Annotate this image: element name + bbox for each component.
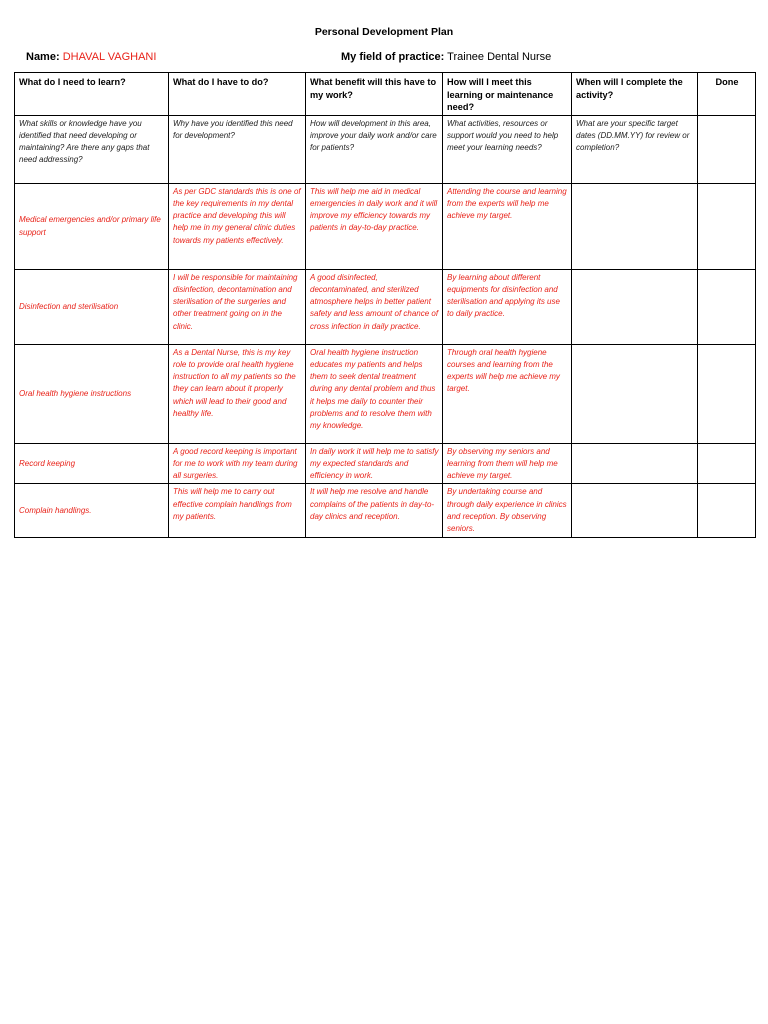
- table-row: [15, 269, 756, 344]
- cell-done[interactable]: [698, 183, 756, 269]
- cell-learn: Oral health hygiene instructions: [15, 344, 169, 443]
- cell-benefit: A good disinfected, decontaminated, and sterilized atmosphere helps in better patient safety and less amount of chance of cross infection in daily practice.: [306, 269, 443, 344]
- development-plan-table: [14, 72, 756, 538]
- cell-done[interactable]: [698, 269, 756, 344]
- table-row: [15, 484, 756, 538]
- guidance-learn: What skills or knowledge have you identified that need developing or maintaining? Are there any gaps that need addressing?: [15, 115, 169, 183]
- table-row: [15, 443, 756, 484]
- cell-learn: Complain handlings.: [15, 484, 169, 538]
- guidance-when: What are your specific target dates (DD.MM.YY) for review or completion?: [572, 115, 698, 183]
- header-how: How will I meet this learning or maintenance need?: [443, 73, 572, 116]
- cell-when[interactable]: [572, 269, 698, 344]
- cell-todo: As a Dental Nurse, this is my key role to provide oral health hygiene instruction to all my patients so the they can learn about it properly which will lead to their good and healthy life.: [169, 344, 306, 443]
- cell-how: By undertaking course and through daily experience in clinics and reception. By observing seniors.: [443, 484, 572, 538]
- name-value: DHAVAL VAGHANI: [62, 51, 157, 63]
- cell-benefit: It will help me resolve and handle complains of the patients in day-to-day clinics and reception.: [306, 484, 443, 538]
- guidance-how: What activities, resources or support would you need to help meet your learning needs?: [443, 115, 572, 183]
- name-field: [26, 51, 156, 63]
- practice-label: My field of practice:: [341, 51, 445, 63]
- header-benefit: What benefit will this have to my work?: [306, 73, 443, 116]
- header-when: When will I complete the activity?: [572, 73, 698, 116]
- cell-when[interactable]: [572, 183, 698, 269]
- guidance-row: [15, 115, 756, 183]
- cell-todo: As per GDC standards this is one of the key requirements in my dental practice and developing this will help me in my general clinic duties towards my patients effectively.: [169, 183, 306, 269]
- cell-learn: Record keeping: [15, 443, 169, 484]
- cell-done[interactable]: [698, 484, 756, 538]
- table-row: [15, 344, 756, 443]
- guidance-benefit: How will development in this area, improve your daily work and/or care for patients?: [306, 115, 443, 183]
- header-todo: What do I have to do?: [169, 73, 306, 116]
- table-row: [15, 183, 756, 269]
- cell-todo: I will be responsible for maintaining disinfection, decontamination and sterilisation of the surgeries and other treatment going on in the clinic.: [169, 269, 306, 344]
- cell-when[interactable]: [572, 443, 698, 484]
- name-label: Name:: [26, 51, 60, 63]
- header-row: [15, 73, 756, 116]
- cell-how: Through oral health hygiene courses and learning from the experts will help me achieve my target.: [443, 344, 572, 443]
- header-done: Done: [698, 73, 756, 116]
- guidance-todo: Why have you identified this need for development?: [169, 115, 306, 183]
- cell-done[interactable]: [698, 344, 756, 443]
- cell-benefit: In daily work it will help me to satisfy my expected standards and efficiency in work.: [306, 443, 443, 484]
- cell-learn: Medical emergencies and/or primary life support: [15, 183, 169, 269]
- cell-todo: A good record keeping is important for me to work with my team during all surgeries.: [169, 443, 306, 484]
- guidance-done: [698, 115, 756, 183]
- cell-when[interactable]: [572, 344, 698, 443]
- cell-how: Attending the course and learning from the experts will help me achieve my target.: [443, 183, 572, 269]
- document-title: Personal Development Plan: [314, 26, 454, 38]
- cell-when[interactable]: [572, 484, 698, 538]
- cell-benefit: Oral health hygiene instruction educates my patients and helps them to seek dental treatment during any dental problem and thus it helps me daily to counter their problems and to resolve them with my knowledge.: [306, 344, 443, 443]
- cell-done[interactable]: [698, 443, 756, 484]
- header-learn: What do I need to learn?: [15, 73, 169, 116]
- cell-how: By observing my seniors and learning from them will help me achieve my target.: [443, 443, 572, 484]
- cell-benefit: This will help me aid in medical emergencies in daily work and it will improve my efficiency towards my patients in day-to-day practice.: [306, 183, 443, 269]
- practice-value: Trainee Dental Nurse: [447, 51, 552, 63]
- cell-learn: Disinfection and sterilisation: [15, 269, 169, 344]
- practice-field: [341, 51, 551, 63]
- cell-todo: This will help me to carry out effective complain handlings from my patients.: [169, 484, 306, 538]
- cell-how: By learning about different equipments for disinfection and sterilisation and applying its use to daily practice.: [443, 269, 572, 344]
